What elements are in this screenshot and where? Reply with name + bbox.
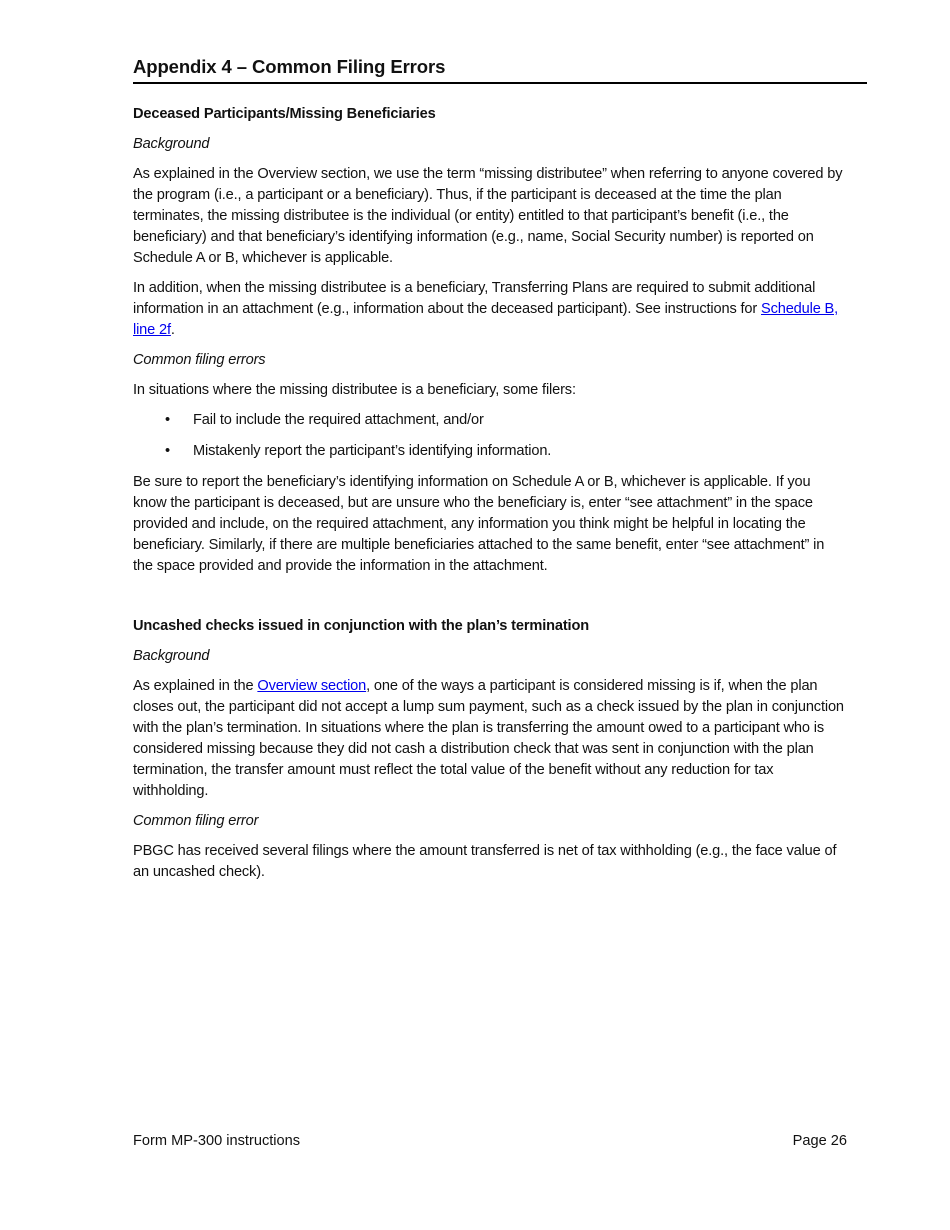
schedule-b-line-2f-link[interactable]: Schedule B, line 2f: [133, 301, 839, 338]
subheading-common-filing-error: Common filing error: [133, 813, 259, 829]
footer-page-number: Page 26: [792, 1133, 847, 1149]
page-title: Appendix 4 – Common Filing Errors: [133, 56, 867, 84]
paragraph-attachment-requirement: [133, 278, 847, 341]
paragraph-uncashed-explanation: [133, 676, 847, 802]
overview-section-link[interactable]: Overview section: [257, 678, 367, 694]
errors-list: [133, 410, 847, 462]
content-body: [133, 104, 847, 883]
bullet-icon: •: [165, 412, 170, 428]
list-item: [133, 441, 847, 462]
subheading-common-filing-errors: Common filing errors: [133, 352, 266, 368]
document-page: [133, 56, 867, 892]
subheading-background-1: Background: [133, 136, 210, 152]
subheading-background-2: Background: [133, 648, 210, 664]
paragraph-overview-explanation: As explained in the Overview section, we use the term “missing distributee” when referring to anyone covered by the program (i.e., a participant or a beneficiary). Thus, if the participant is deceased at the time the plan terminates, the missing distributee is the individual (or entity) entitled to that participant’s benefit (i.e., the beneficiary) and that beneficiary’s identifying information (e.g., name, Social Security number) is reported on Schedule A or B, whichever is applicable.: [133, 166, 843, 266]
list-item-text: Mistakenly report the participant’s identifying information.: [193, 443, 552, 459]
section-heading-uncashed-checks: Uncashed checks issued in conjunction with the plan’s termination: [133, 618, 589, 634]
paragraph-text: , one of the ways a participant is considered missing is if, when the plan closes out, the participant did not accept a lump sum payment, such as a check issued by the plan in conjunction with the plan’s termination. In situations where the plan is transferring the amount owed to a participant who is considered missing because they did not cash a distribution check that was sent in conjunction with the plan termination, the transfer amount must reflect the total value of the benefit without any reduction for tax withholding.: [133, 678, 844, 799]
paragraph-pbgc-filings: PBGC has received several filings where the amount transferred is net of tax withholding (e.g., the face value of an uncashed check).: [133, 843, 837, 880]
page-footer: [133, 1131, 847, 1152]
paragraph-text: .: [170, 322, 175, 338]
list-item-text: Fail to include the required attachment, and/or: [193, 412, 484, 428]
list-item: [133, 410, 847, 431]
paragraph-text: In addition, when the missing distributee is a beneficiary, Transferring Plans are required to submit additional information in an attachment (e.g., information about the deceased participant). See instructions for: [133, 280, 816, 317]
bullet-icon: •: [165, 443, 170, 459]
footer-form-name: Form MP-300 instructions: [133, 1133, 301, 1149]
paragraph-report-beneficiary: Be sure to report the beneficiary’s identifying information on Schedule A or B, whichever is applicable. If you know the participant is deceased, but are unsure who the beneficiary is, enter “see attachment” in the space provided and include, on the required attachment, any information you think might be helpful in locating the beneficiary. Similarly, if there are multiple beneficiaries attached to the same benefit, enter “see attachment” in the space provided and provide the information in the attachment.: [133, 474, 825, 574]
paragraph-text: As explained in the: [133, 678, 258, 694]
section-heading-deceased: Deceased Participants/Missing Beneficiaries: [133, 106, 436, 122]
paragraph-errors-intro: In situations where the missing distributee is a beneficiary, some filers:: [133, 382, 576, 398]
